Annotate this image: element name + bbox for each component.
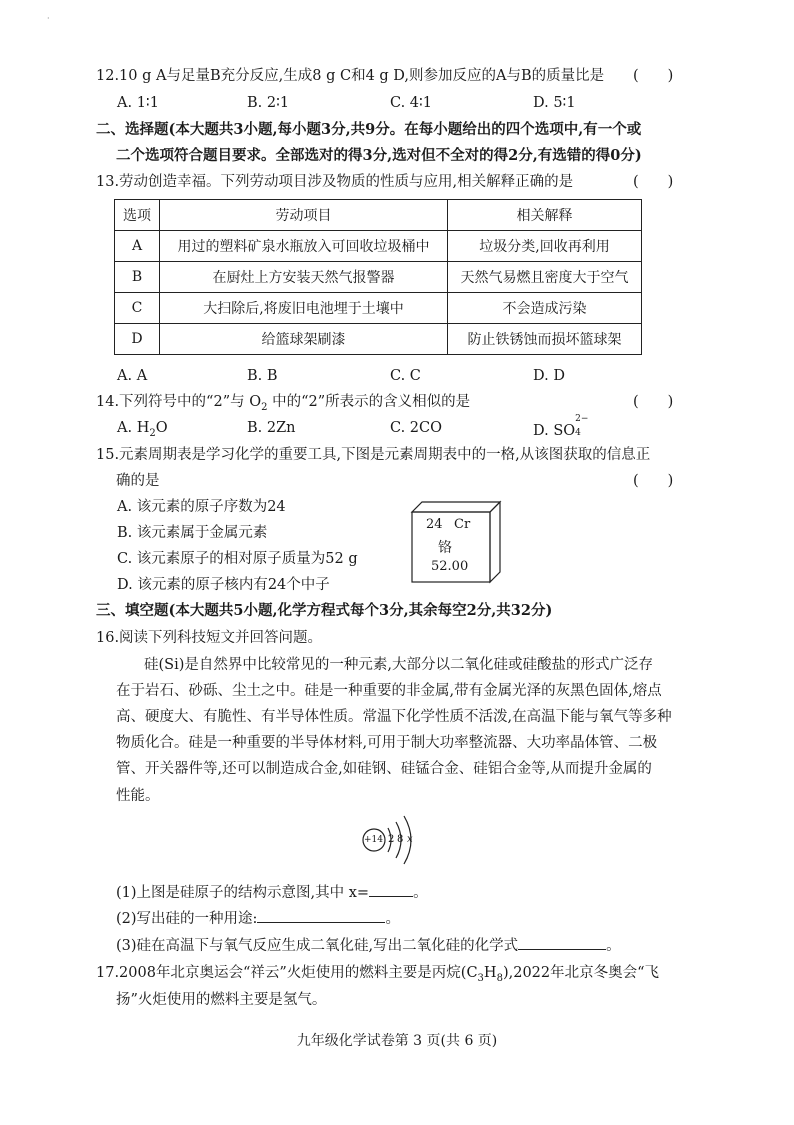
q17-text: 17.2008年北京奥运会“祥云”火炬使用的燃料主要是丙烷$(C_3H_8),2022$年北京冬奥会“飞 bbox=[96, 965, 660, 984]
q16-paragraph-line: 在于岩石、砂砾、尘土之中。硅是一种重要的非金属,带有金属光泽的灰黑色固体,熔点 bbox=[116, 683, 662, 699]
q14-option-b: B. 2Zn bbox=[247, 420, 296, 436]
q16-paragraph-line: 物质化合。硅是一种重要的半导体材料,可用于制大功率整流器、大功率晶体管、二极 bbox=[116, 735, 658, 751]
table-cell: 防止铁锈蚀而损坏篮球架 bbox=[448, 324, 642, 355]
table-row bbox=[115, 262, 642, 293]
q13-option-d: D. D bbox=[533, 368, 565, 384]
q16-intro: 16.阅读下列科技短文并回答问题。 bbox=[96, 630, 323, 646]
q16-paragraph-line: 管、开关器件等,还可以制造成合金,如硅钢、硅锰合金、硅铝合金等,从而提升金属的 bbox=[116, 761, 652, 777]
q13-table bbox=[114, 199, 642, 355]
silicon-atom-diagram bbox=[360, 812, 430, 868]
element-mass: 52.00 bbox=[431, 559, 469, 574]
q14-option-d: D. SO 2− 4 bbox=[533, 414, 589, 439]
q13-option-a: A. A bbox=[117, 368, 148, 384]
q14-text: 14.下列符号中的“2”与 $O_2$ 中的“2”所表示的含义相似的是 bbox=[96, 394, 471, 413]
q13-option-c: C. C bbox=[390, 368, 421, 384]
table-cell: 大扫除后,将废旧电池埋于土壤中 bbox=[160, 293, 448, 324]
table-header-row bbox=[115, 200, 642, 231]
table-cell: C bbox=[115, 293, 160, 324]
atom-shell-1: 2 bbox=[388, 834, 395, 845]
q15-option-b: B. 该元素属于金属元素 bbox=[117, 525, 268, 541]
q15-option-c: C. 该元素原子的相对原子质量为52 g bbox=[117, 551, 358, 567]
q16-sub3: (3)硅在高温下与氧气反应生成二氧化硅,写出二氧化硅的化学式 。 bbox=[116, 938, 621, 954]
atom-shell-3: x bbox=[407, 834, 413, 845]
q14-paren: ( ) bbox=[633, 394, 674, 410]
q16-paragraph-line: 硅(Si)是自然界中比较常见的一种元素,大部分以二氧化硅或硅酸盐的形式广泛存 bbox=[144, 657, 653, 673]
q14-option-c: C. 2CO bbox=[390, 420, 443, 436]
atom-shell-2: 8 bbox=[397, 834, 404, 845]
table-cell: D bbox=[115, 324, 160, 355]
section3-heading: 三、填空题(本大题共5小题,化学方程式每个3分,其余每空2分,共32分) bbox=[96, 602, 553, 619]
q12-text: 12.10 g A与足量B充分反应,生成8 g C和4 g D,则参加反应的A与B的质量比是 bbox=[96, 68, 605, 84]
table-header: 相关解释 bbox=[448, 200, 642, 231]
table-row bbox=[115, 293, 642, 324]
q15-option-a: A. 该元素的原子序数为24 bbox=[117, 499, 286, 515]
q16-sub1: (1)上图是硅原子的结构示意图,其中 x= 。 bbox=[116, 885, 428, 901]
q12-paren: ( ) bbox=[633, 68, 674, 84]
q15-option-d: D. 该元素的原子核内有24个中子 bbox=[117, 577, 330, 593]
element-number: 24 bbox=[426, 517, 443, 532]
q13-paren: ( ) bbox=[633, 174, 674, 190]
page-footer: 九年级化学试卷第 3 页(共 6 页) bbox=[296, 1033, 498, 1049]
answer-blank[interactable] bbox=[257, 922, 385, 923]
q15-paren: ( ) bbox=[633, 473, 674, 489]
table-cell: 给篮球架刷漆 bbox=[160, 324, 448, 355]
q17-text-cont: 扬”火炬使用的燃料主要是氢气。 bbox=[116, 992, 327, 1008]
q15-text: 15.元素周期表是学习化学的重要工具,下图是元素周期表中的一格,从该图获取的信息正 bbox=[96, 447, 651, 463]
table-cell: 垃圾分类,回收再利用 bbox=[448, 231, 642, 262]
table-row bbox=[115, 231, 642, 262]
table-cell: 不会造成污染 bbox=[448, 293, 642, 324]
header-mark: · bbox=[47, 14, 50, 23]
element-symbol: Cr bbox=[454, 517, 471, 532]
table-cell: 天然气易燃且密度大于空气 bbox=[448, 262, 642, 293]
element-name: 铬 bbox=[438, 540, 452, 556]
table-row bbox=[115, 324, 642, 355]
table-header: 选项 bbox=[115, 200, 160, 231]
q13-option-b: B. B bbox=[247, 368, 278, 384]
q12-option-a: A. 1∶1 bbox=[117, 95, 159, 111]
atom-nucleus: +14 bbox=[364, 835, 383, 845]
q16-paragraph-line: 高、硬度大、有脆性、有半导体性质。常温下化学性质不活泼,在高温下能与氧气等多种 bbox=[116, 709, 672, 725]
section2-heading: 二、选择题(本大题共3小题,每小题3分,共9分。在每小题给出的四个选项中,有一个或 bbox=[96, 121, 642, 138]
q13-text: 13.劳动创造幸福。下列劳动项目涉及物质的性质与应用,相关解释正确的是 bbox=[96, 174, 574, 190]
answer-blank[interactable] bbox=[518, 949, 606, 950]
table-cell: 在厨灶上方安装天然气报警器 bbox=[160, 262, 448, 293]
q12-option-b: B. 2∶1 bbox=[247, 95, 290, 111]
q16-paragraph-line: 性能。 bbox=[116, 788, 160, 804]
table-cell: A bbox=[115, 231, 160, 262]
table-cell: B bbox=[115, 262, 160, 293]
section2-heading-cont: 二个选项符合题目要求。全部选对的得3分,选对但不全对的得2分,有选错的得0分) bbox=[116, 147, 642, 164]
table-cell: 用过的塑料矿泉水瓶放入可回收垃圾桶中 bbox=[160, 231, 448, 262]
element-cell bbox=[410, 500, 502, 584]
q15-text-cont: 确的是 bbox=[116, 473, 160, 489]
table-header: 劳动项目 bbox=[160, 200, 448, 231]
answer-blank[interactable] bbox=[369, 896, 413, 897]
q16-sub2: (2)写出硅的一种用途: 。 bbox=[116, 911, 400, 927]
q12-option-c: C. 4∶1 bbox=[390, 95, 433, 111]
q12-option-d: D. 5∶1 bbox=[533, 95, 576, 111]
q14-option-a: A. $H_2O$ bbox=[117, 420, 168, 439]
